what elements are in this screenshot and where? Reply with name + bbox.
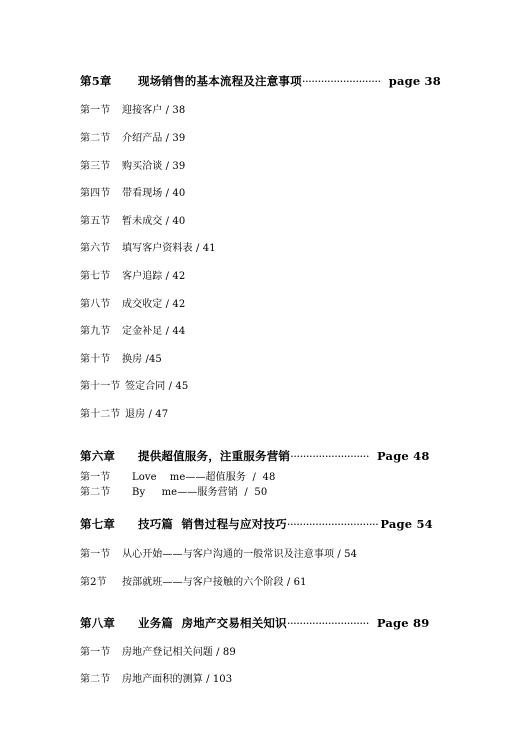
- section-number: 第2节: [80, 577, 107, 588]
- section-title: 退房 / 47: [125, 409, 169, 420]
- chapter-page: page 38: [388, 74, 441, 88]
- toc-entry[interactable]: [80, 350, 162, 365]
- chapter-title: 技巧篇 销售过程与应对技巧: [138, 517, 287, 531]
- chapter-heading[interactable]: [80, 448, 430, 464]
- toc-entry[interactable]: [80, 670, 232, 685]
- section-title: 房地产面积的测算 / 103: [122, 674, 233, 685]
- section-number: 第十二节: [80, 409, 121, 420]
- toc-entry[interactable]: [80, 483, 267, 498]
- leader-dots: ·························: [290, 449, 369, 463]
- section-number: 第二节: [80, 133, 111, 144]
- toc-entry[interactable]: [80, 643, 236, 658]
- section-title: Love me——超值服务 / 48: [132, 472, 276, 483]
- section-number: 第二节: [80, 487, 111, 498]
- leader-dots: ·························: [301, 74, 381, 88]
- section-number: 第十一节: [80, 381, 121, 392]
- toc-entry[interactable]: [80, 545, 357, 560]
- section-number: 第八节: [80, 299, 111, 310]
- section-title: 购买洽谈 / 39: [122, 161, 186, 172]
- section-number: 第二节: [80, 674, 111, 685]
- toc-entry[interactable]: [80, 129, 185, 144]
- section-number: 第三节: [80, 161, 111, 172]
- section-title: 客户追踪 / 42: [122, 271, 186, 282]
- section-number: 第六节: [80, 243, 111, 254]
- chapter-number: 第八章: [80, 616, 116, 630]
- chapter-number: 第5章: [80, 74, 112, 88]
- section-number: 第一节: [80, 647, 111, 658]
- chapter-heading[interactable]: [80, 516, 433, 532]
- section-number: 第一节: [80, 105, 111, 116]
- toc-entry[interactable]: [80, 405, 168, 420]
- section-number: 第四节: [80, 188, 111, 199]
- section-title: 房地产登记相关问题 / 89: [122, 647, 236, 658]
- section-title: 填写客户资料表 / 41: [122, 243, 216, 254]
- section-number: 第十节: [80, 354, 111, 365]
- toc-entry[interactable]: [80, 267, 185, 282]
- section-number: 第九节: [80, 326, 111, 337]
- chapter-title: 提供超值服务，注重服务营销: [138, 449, 291, 463]
- toc-entry[interactable]: [80, 322, 185, 337]
- chapter-title: 业务篇 房地产交易相关知识: [138, 616, 287, 630]
- chapter-heading[interactable]: [80, 615, 429, 631]
- section-title: 签定合同 / 45: [125, 381, 189, 392]
- chapter-page: Page 54: [380, 517, 433, 531]
- section-title: 带看现场 / 40: [122, 188, 186, 199]
- section-title: 迎接客户 / 38: [122, 105, 186, 116]
- toc-entry[interactable]: [80, 377, 188, 392]
- chapter-title: 现场销售的基本流程及注意事项: [138, 74, 302, 88]
- section-title: 从心开始——与客户沟通的一般常识及注意事项 / 54: [122, 549, 358, 560]
- section-title: 成交收定 / 42: [122, 299, 186, 310]
- section-number: 第一节: [80, 472, 111, 483]
- section-number: 第七节: [80, 271, 111, 282]
- chapter-page: Page 89: [376, 616, 430, 630]
- toc-entry[interactable]: [80, 157, 185, 172]
- chapter-heading[interactable]: [80, 73, 441, 89]
- chapter-number: 第七章: [80, 517, 116, 531]
- section-title: 暂未成交 / 40: [122, 216, 186, 227]
- toc-entry[interactable]: [80, 212, 185, 227]
- chapter-page: Page 48: [377, 449, 430, 463]
- section-title: 定金补足 / 44: [122, 326, 186, 337]
- toc-entry[interactable]: [80, 101, 185, 116]
- toc-entry[interactable]: [80, 295, 185, 310]
- chapter-number: 第六章: [80, 449, 116, 463]
- section-title: 按部就班——与客户接触的六个阶段 / 61: [122, 577, 307, 588]
- section-number: 第五节: [80, 216, 111, 227]
- leader-dots: ··························: [286, 616, 369, 630]
- toc-entry[interactable]: [80, 239, 216, 254]
- toc-entry[interactable]: [80, 573, 307, 588]
- toc-entry[interactable]: [80, 184, 185, 199]
- section-number: 第一节: [80, 549, 111, 560]
- section-title: 换房 /45: [122, 354, 162, 365]
- section-title: By me——服务营销 / 50: [132, 487, 268, 498]
- section-title: 介绍产品 / 39: [122, 133, 186, 144]
- leader-dots: ·····························: [286, 517, 379, 531]
- toc-entry[interactable]: [80, 468, 275, 483]
